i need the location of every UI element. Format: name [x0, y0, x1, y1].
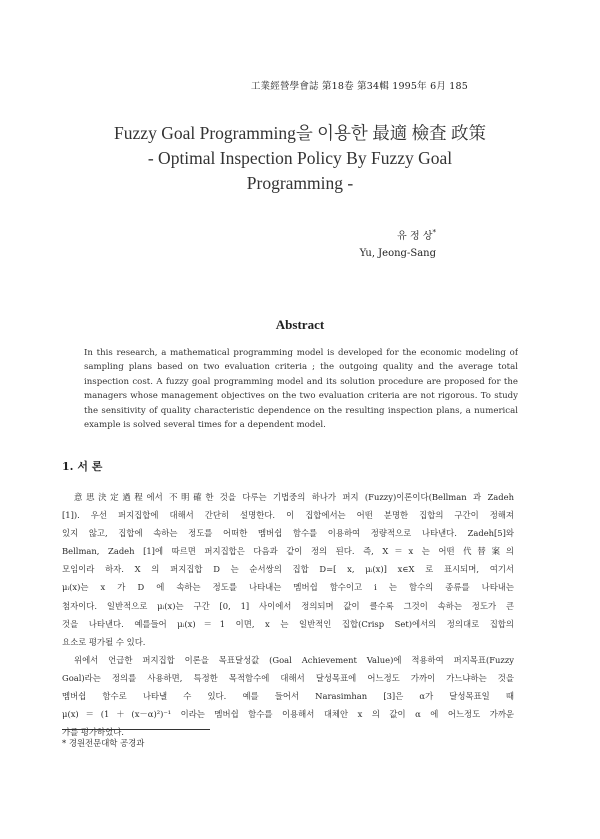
abstract-line: the sensitivity of quality characteristic dependence on the resulting inspection plans, a numerical [84, 405, 518, 416]
body-line: 요소로 평가될 수 있다. [62, 636, 146, 647]
abstract-body [84, 346, 518, 432]
title-line-1: Fuzzy Goal Programming을 이용한 最適 檢査 政策 [114, 123, 486, 143]
abstract-line: example is solved several times for a dependent model. [84, 420, 326, 431]
author-name-ko-text: 유 정 상 [397, 231, 433, 242]
body-line: 가를 평가하였다. [62, 727, 124, 738]
footnote-affiliation: * 경원전문대학 공경과 [62, 738, 145, 748]
body-line: 있지 않고, 집합에 속하는 정도를 어떠한 멤버쉽 함수를 이용하여 정량적으로 나타낸다. Zadeh[5]와 [62, 528, 514, 539]
footnote-divider [62, 729, 210, 730]
body-line: Bellman, Zadeh [1]에 따르면 퍼지집합은 다음과 같이 정의 된다. 즉, X＝x 는 어떤 代替案의 [62, 546, 514, 557]
body-line: [1]). 우선 퍼지집합에 대해서 간단히 설명한다. 이 집합에서는 어떤 분명한 집합의 구간이 정해져 [62, 510, 514, 521]
body-line: 意思決定過程에서 不明確한 것을 다루는 기법중의 하나가 퍼지 (Fuzzy)이론이다(Bellman 과 Zadeh [74, 492, 514, 502]
body-line: μ(x)＝(1＋(x－α)²)⁻¹ 이라는 멤버쉽 함수를 이용해서 대체안 x 의 값이 α 에 어느정도 가까운 [62, 709, 514, 720]
body-line: 모임이라 하자. X 의 퍼지집합 D 는 순서쌍의 집합 D=[ x, μᵢ(x)] x∈X 로 표시되며, 여기서 [62, 564, 514, 575]
body-line: 첨자이다. 일반적으로 μᵢ(x)는 구간 [0, 1] 사이에서 정의되며 값이 클수록 그것이 속하는 정도가 큰 [62, 600, 514, 611]
abstract-line: managers whose management objectives on the two evaluation criteria are not rigorous. To study [84, 391, 518, 402]
body-line: 것을 나타낸다. 예를들어 μᵢ(x)＝1 이면, x 는 일반적인 집합(Crisp Set)에서의 정의대로 집합의 [62, 618, 514, 629]
abstract-line: In this research, a mathematical programming model is developed for the economic modeling of [84, 348, 518, 358]
running-head: 工業經營學會誌 第18卷 第34輯 1995年 6月 185 [250, 81, 468, 92]
paper-title [60, 121, 540, 196]
body-line: 위에서 언급한 퍼지집합 이론을 목표달성값 (Goal Achievement Value)에 적용하여 퍼지목표(Fuzzy [74, 654, 514, 665]
author-name-english: Yu, Jeong-Sang [359, 248, 436, 259]
title-line-3: Programming - [246, 173, 354, 193]
body-line: Goal)라는 정의를 사용하면, 특정한 목적함수에 대해서 달성목표에 어느정도 가까이 가느냐하는 것을 [62, 672, 514, 683]
body-line: μᵢ(x)는 x 가 D 에 속하는 정도를 나타내는 멤버쉽 함수이고 i 는 함수의 종류를 나타내는 [62, 582, 514, 593]
abstract-line: sampling plans based on two evaluation criteria ; the outgoing quality and the average total [84, 362, 518, 373]
author-name-korean [397, 227, 436, 242]
author-affiliation-marker: * [432, 228, 436, 237]
body-line: 멤버쉽 함수로 나타낼 수 있다. 예를 들어서 Narasimhan [3]은 α가 달성목표일 때 [62, 691, 514, 702]
section-body [62, 488, 514, 741]
abstract-line: inspection cost. A fuzzy goal programming model and its solution procedure are proposed for the [84, 376, 518, 387]
abstract-heading: Abstract [275, 317, 325, 332]
section-heading-introduction: 1. 서 론 [62, 460, 103, 473]
title-line-2: - Optimal Inspection Policy By Fuzzy Goal [147, 148, 453, 168]
